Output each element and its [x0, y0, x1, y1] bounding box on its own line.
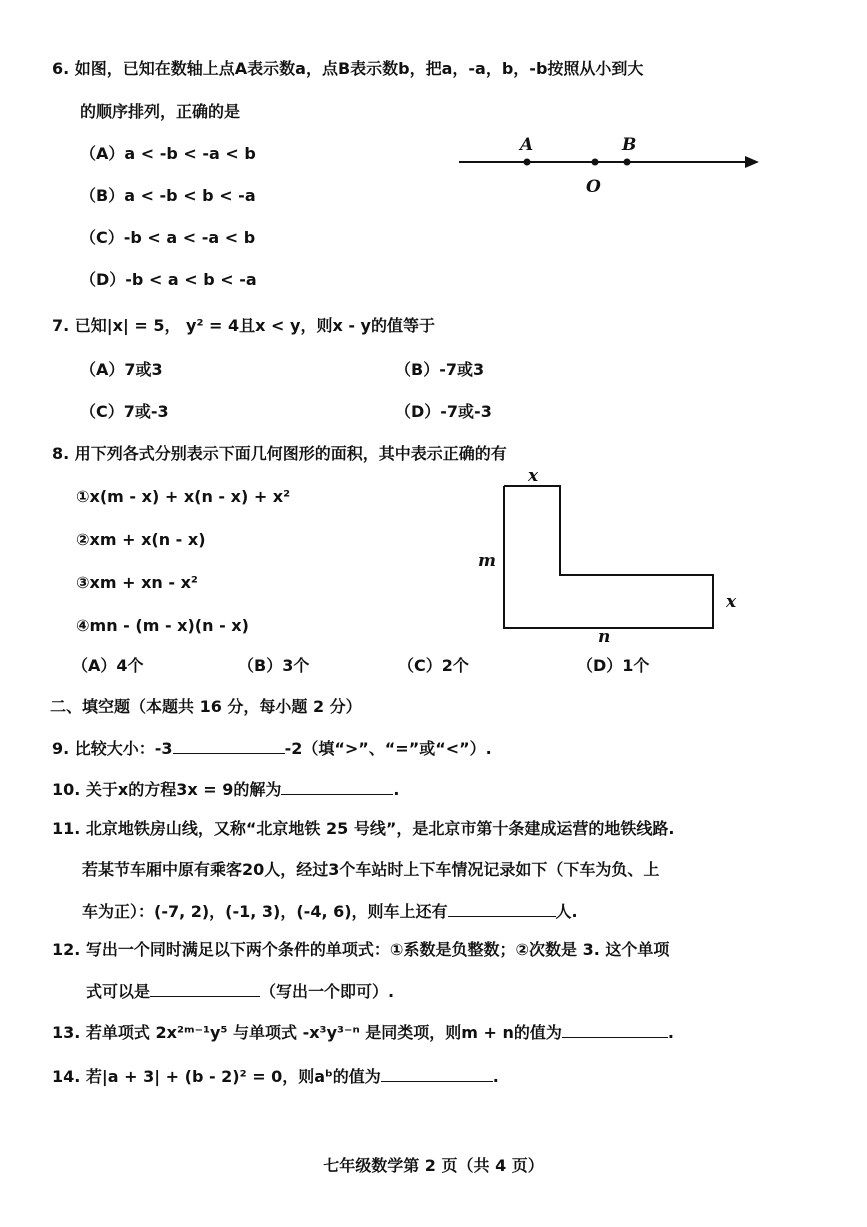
q6-option-c: （C）-b < a < -a < b	[80, 228, 256, 247]
point-b	[624, 159, 631, 166]
q8-item-1: ①x(m - x) + x(n - x) + x²	[76, 487, 291, 506]
q8-option-d: （D）1个	[577, 656, 650, 675]
q11-blank	[448, 900, 556, 917]
q11-line-2: 若某节车厢中原有乘客20人，经过3个车站时上下车情况记录如下（下车为负、上	[82, 860, 660, 879]
q10-pre: 10. 关于x的方程3x = 9的解为	[52, 780, 282, 799]
q12-line-1: 12. 写出一个同时满足以下两个条件的单项式：①系数是负整数；②次数是 3. 这个单项	[52, 940, 670, 959]
q8-option-b: （B）3个	[238, 656, 310, 675]
q6-option-a: （A）a < -b < -a < b	[80, 144, 256, 163]
q6-option-d: （D）-b < a < b < -a	[80, 270, 257, 289]
q6-stem-cont: 的顺序排列，正确的是	[80, 102, 241, 121]
q8-option-c: （C）2个	[398, 656, 469, 675]
q9-pre: 9. 比较大小：-3	[52, 739, 173, 758]
q12-line-2-post: （写出一个即可）.	[260, 982, 395, 1001]
q8-item-2: ②xm + x(n - x)	[76, 530, 206, 549]
q10	[52, 778, 399, 801]
q13	[52, 1021, 674, 1044]
q8-item-4: ④mn - (m - x)(n - x)	[76, 616, 249, 635]
label-left-m: m	[478, 551, 496, 571]
q7-option-a: （A）7或3	[80, 360, 163, 379]
q14-pre: 14. 若|a + 3| + (b - 2)² = 0，则aᵇ的值为	[52, 1067, 381, 1086]
q7-option-d: （D）-7或-3	[395, 402, 492, 421]
label-bottom-n: n	[598, 627, 611, 647]
q8-stem: 8. 用下列各式分别表示下面几何图形的面积，其中表示正确的有	[52, 444, 507, 463]
q13-post: .	[667, 1023, 674, 1042]
q11-line-3-post: 人.	[555, 902, 578, 921]
q7-stem: 7. 已知|x| = 5， y² = 4且x < y，则x - y的值等于	[52, 316, 435, 335]
label-right-x: x	[726, 592, 737, 612]
q14-post: .	[492, 1067, 499, 1086]
q14	[52, 1065, 499, 1088]
q14-blank	[381, 1065, 493, 1082]
q9	[52, 737, 492, 760]
q11-line-3	[82, 900, 578, 923]
q11-line-1: 11. 北京地铁房山线，又称“北京地铁 25 号线”，是北京市第十条建成运营的地铁线路.	[52, 819, 675, 838]
q8-item-3: ③xm + xn - x²	[76, 573, 198, 592]
page-footer: 七年级数学第 2 页（共 4 页）	[323, 1156, 544, 1175]
q12-blank	[150, 980, 260, 997]
q13-blank	[562, 1021, 668, 1038]
l-shape-figure	[470, 462, 755, 647]
q6-option-b: （B）a < -b < b < -a	[80, 186, 256, 205]
point-a	[524, 159, 531, 166]
number-line-figure	[455, 130, 765, 200]
label-o: O	[586, 177, 601, 197]
q10-blank	[281, 778, 393, 795]
q9-blank	[173, 737, 285, 754]
q13-pre: 13. 若单项式 2x²ᵐ⁻¹y⁵ 与单项式 -x³y³⁻ⁿ 是同类项，则m + n的值为	[52, 1023, 562, 1042]
q12-line-2	[86, 980, 394, 1003]
q6-stem: 6. 如图，已知在数轴上点A表示数a，点B表示数b，把a，-a，b，-b按照从小到大	[52, 59, 644, 78]
q10-post: .	[393, 780, 400, 799]
point-o	[592, 159, 599, 166]
q7-option-c: （C）7或-3	[80, 402, 169, 421]
q8-option-a: （A）4个	[72, 656, 144, 675]
q12-line-2-pre: 式可以是	[86, 982, 151, 1001]
q7-option-b: （B）-7或3	[395, 360, 485, 379]
q9-post: -2（填“>”、“=”或“<”）.	[284, 739, 492, 758]
label-a: A	[520, 135, 534, 155]
section-title: 二、填空题（本题共 16 分，每小题 2 分）	[50, 697, 362, 716]
label-top-x: x	[528, 466, 539, 486]
label-b: B	[622, 135, 637, 155]
q11-line-3-pre: 车为正）：(-7, 2)，(-1, 3)，(-4, 6)，则车上还有	[82, 902, 448, 921]
